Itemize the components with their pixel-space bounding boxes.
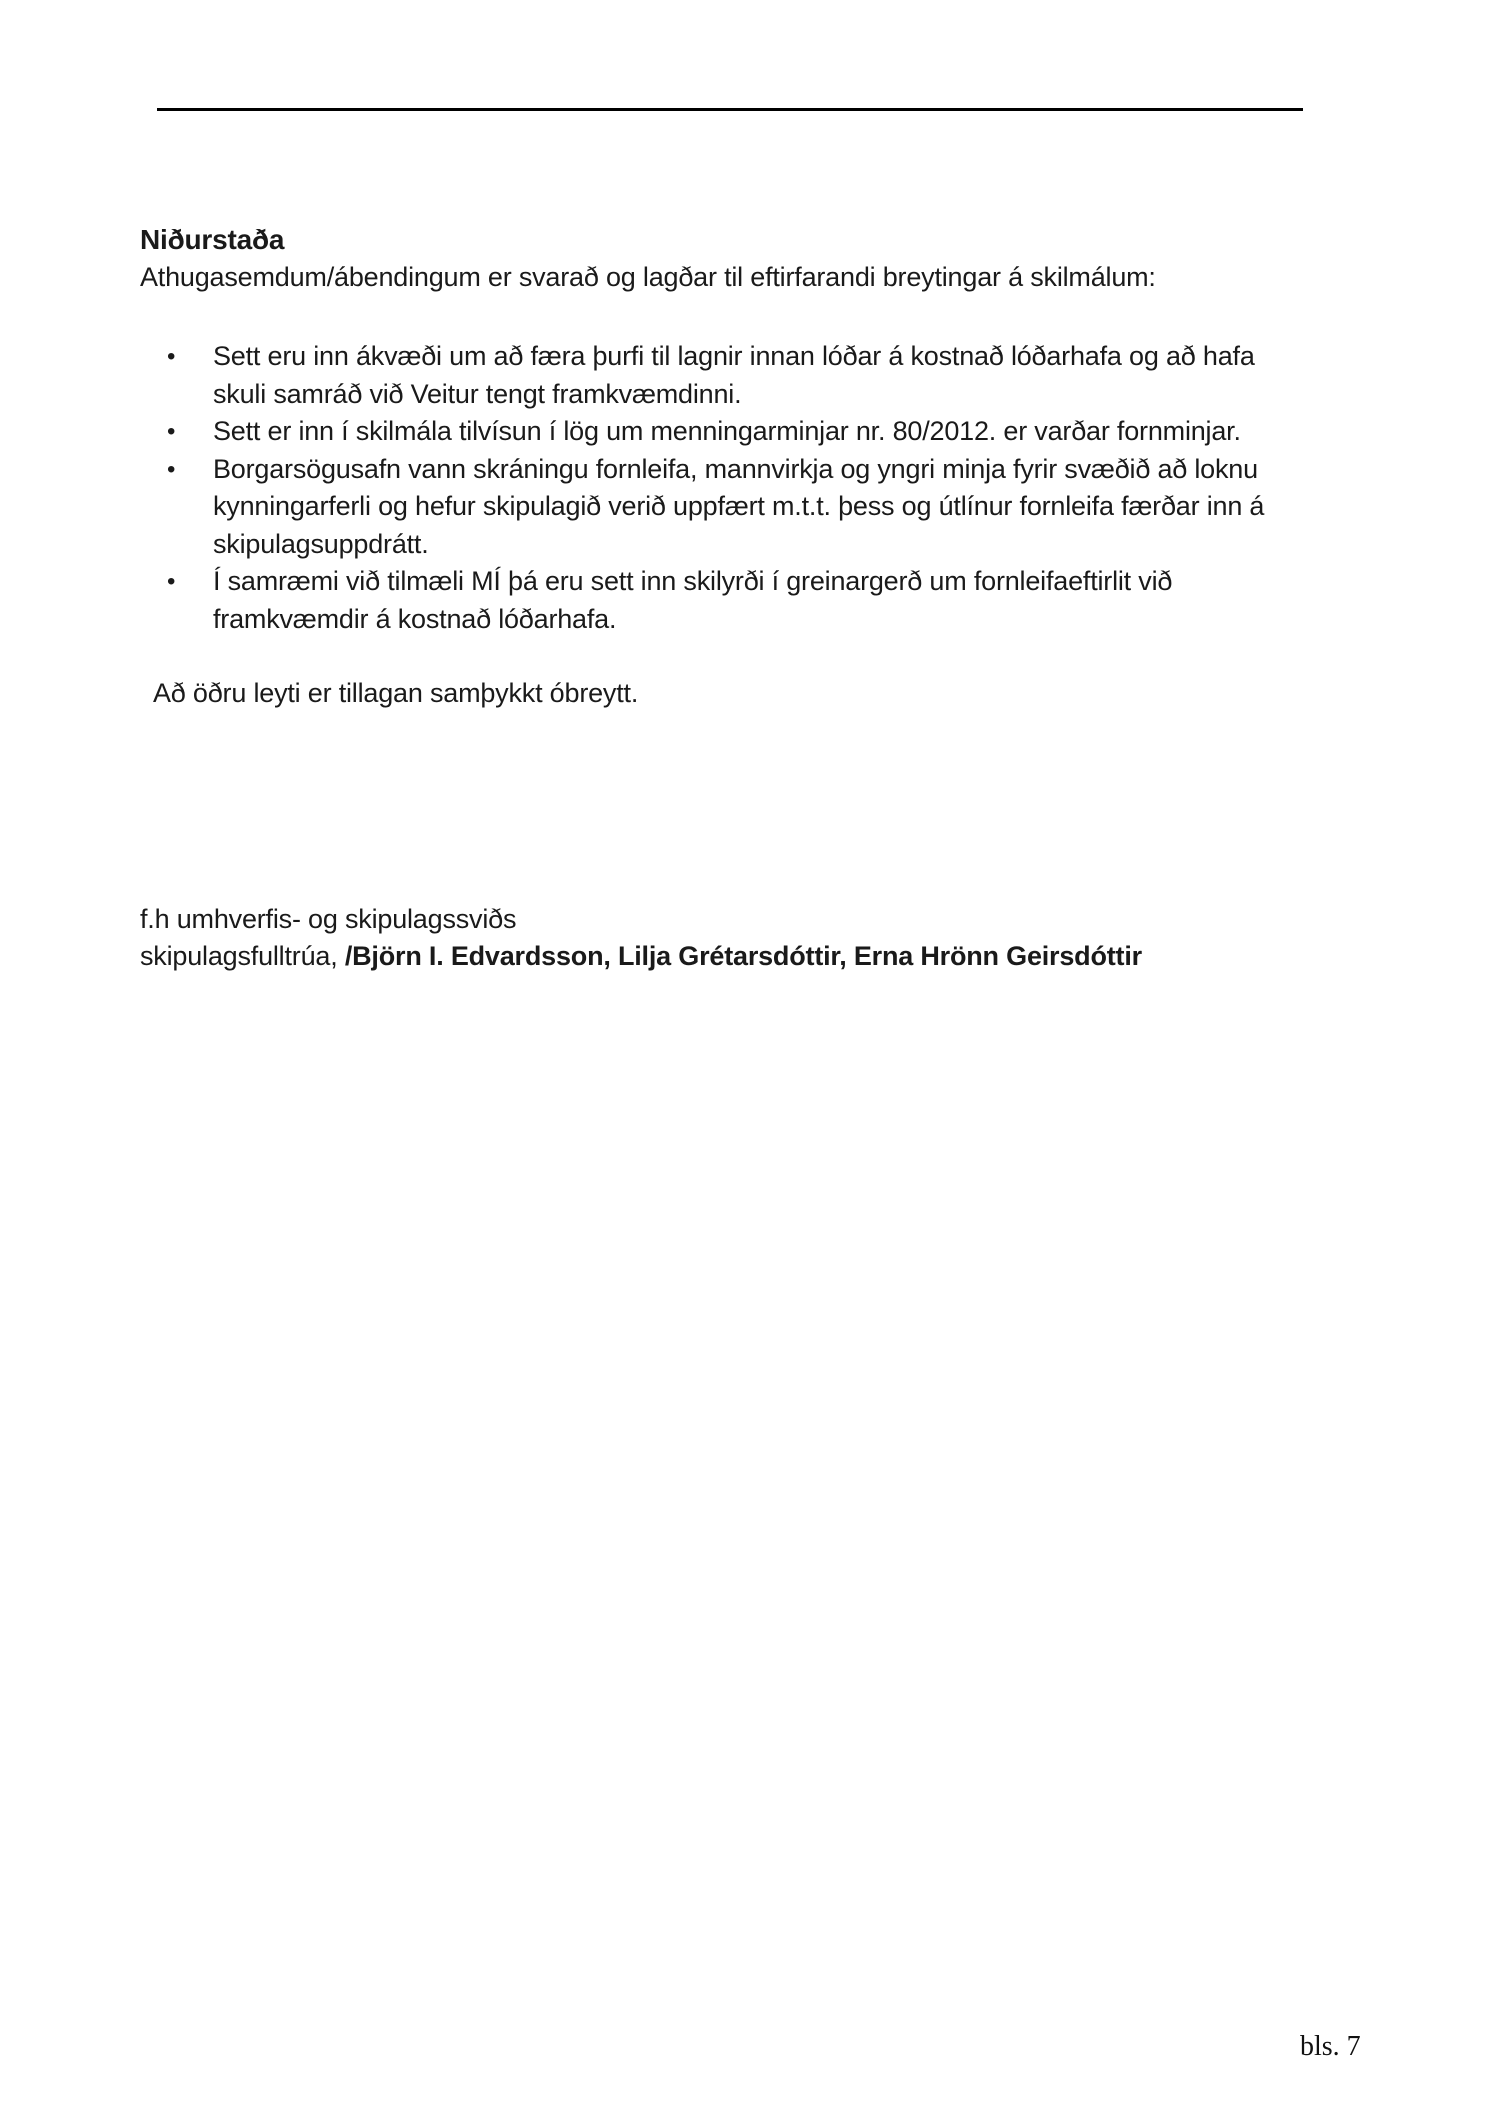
bullet-icon: •: [167, 455, 176, 483]
bullet-text: Sett er inn í skilmála tilvísun í lög um menningarminjar nr. 80/2012. er varðar fornminjar.: [213, 416, 1241, 446]
signature-names-line: [140, 938, 1315, 976]
signature-names: /Björn I. Edvardsson, Lilja Grétarsdóttir, Erna Hrönn Geirsdóttir: [344, 941, 1142, 971]
list-item: [167, 451, 1315, 564]
section-heading: Niðurstaða: [140, 224, 285, 255]
intro-paragraph: Athugasemdum/ábendingum er svarað og lagðar til eftirfarandi breytingar á skilmálum:: [140, 261, 1156, 292]
bullet-text: Í samræmi við tilmæli MÍ þá eru sett inn skilyrði í greinargerð um fornleifaeftirlit við framkvæmdir á kostnað lóðarhafa.: [213, 566, 1173, 634]
bullet-icon: •: [167, 418, 176, 445]
bullet-icon: •: [167, 343, 176, 370]
bullet-text: Sett eru inn ákvæði um að færa þurfi til lagnir innan lóðar á kostnað lóðarhafa og að hafa skuli samráð við Veitur tengt framkvæmdinni.: [213, 341, 1255, 409]
bullet-text: Borgarsögusafn vann skráningu fornleifa, mannvirkja og yngri minja fyrir svæðið að loknu kynningarferli og hefur skipulagið verið uppfært m.t.t. þess og útlínur fornleifa færðar inn á skipulagsuppdrátt.: [213, 453, 1265, 559]
list-item: [167, 338, 1315, 413]
page-number: bls. 7: [1300, 2031, 1361, 2062]
document-body: [140, 221, 1315, 976]
changes-bullet-list: [167, 338, 1315, 638]
signature-block: [140, 901, 1315, 976]
closing-statement: Að öðru leyti er tillagan samþykkt óbreytt.: [153, 678, 639, 708]
list-item: [167, 413, 1315, 451]
bullet-icon: •: [167, 568, 176, 595]
signature-role: skipulagsfulltrúa,: [140, 941, 345, 971]
list-item: [167, 563, 1315, 638]
header-divider-line: [157, 108, 1303, 111]
signature-department: f.h umhverfis- og skipulagssviðs: [140, 903, 517, 934]
